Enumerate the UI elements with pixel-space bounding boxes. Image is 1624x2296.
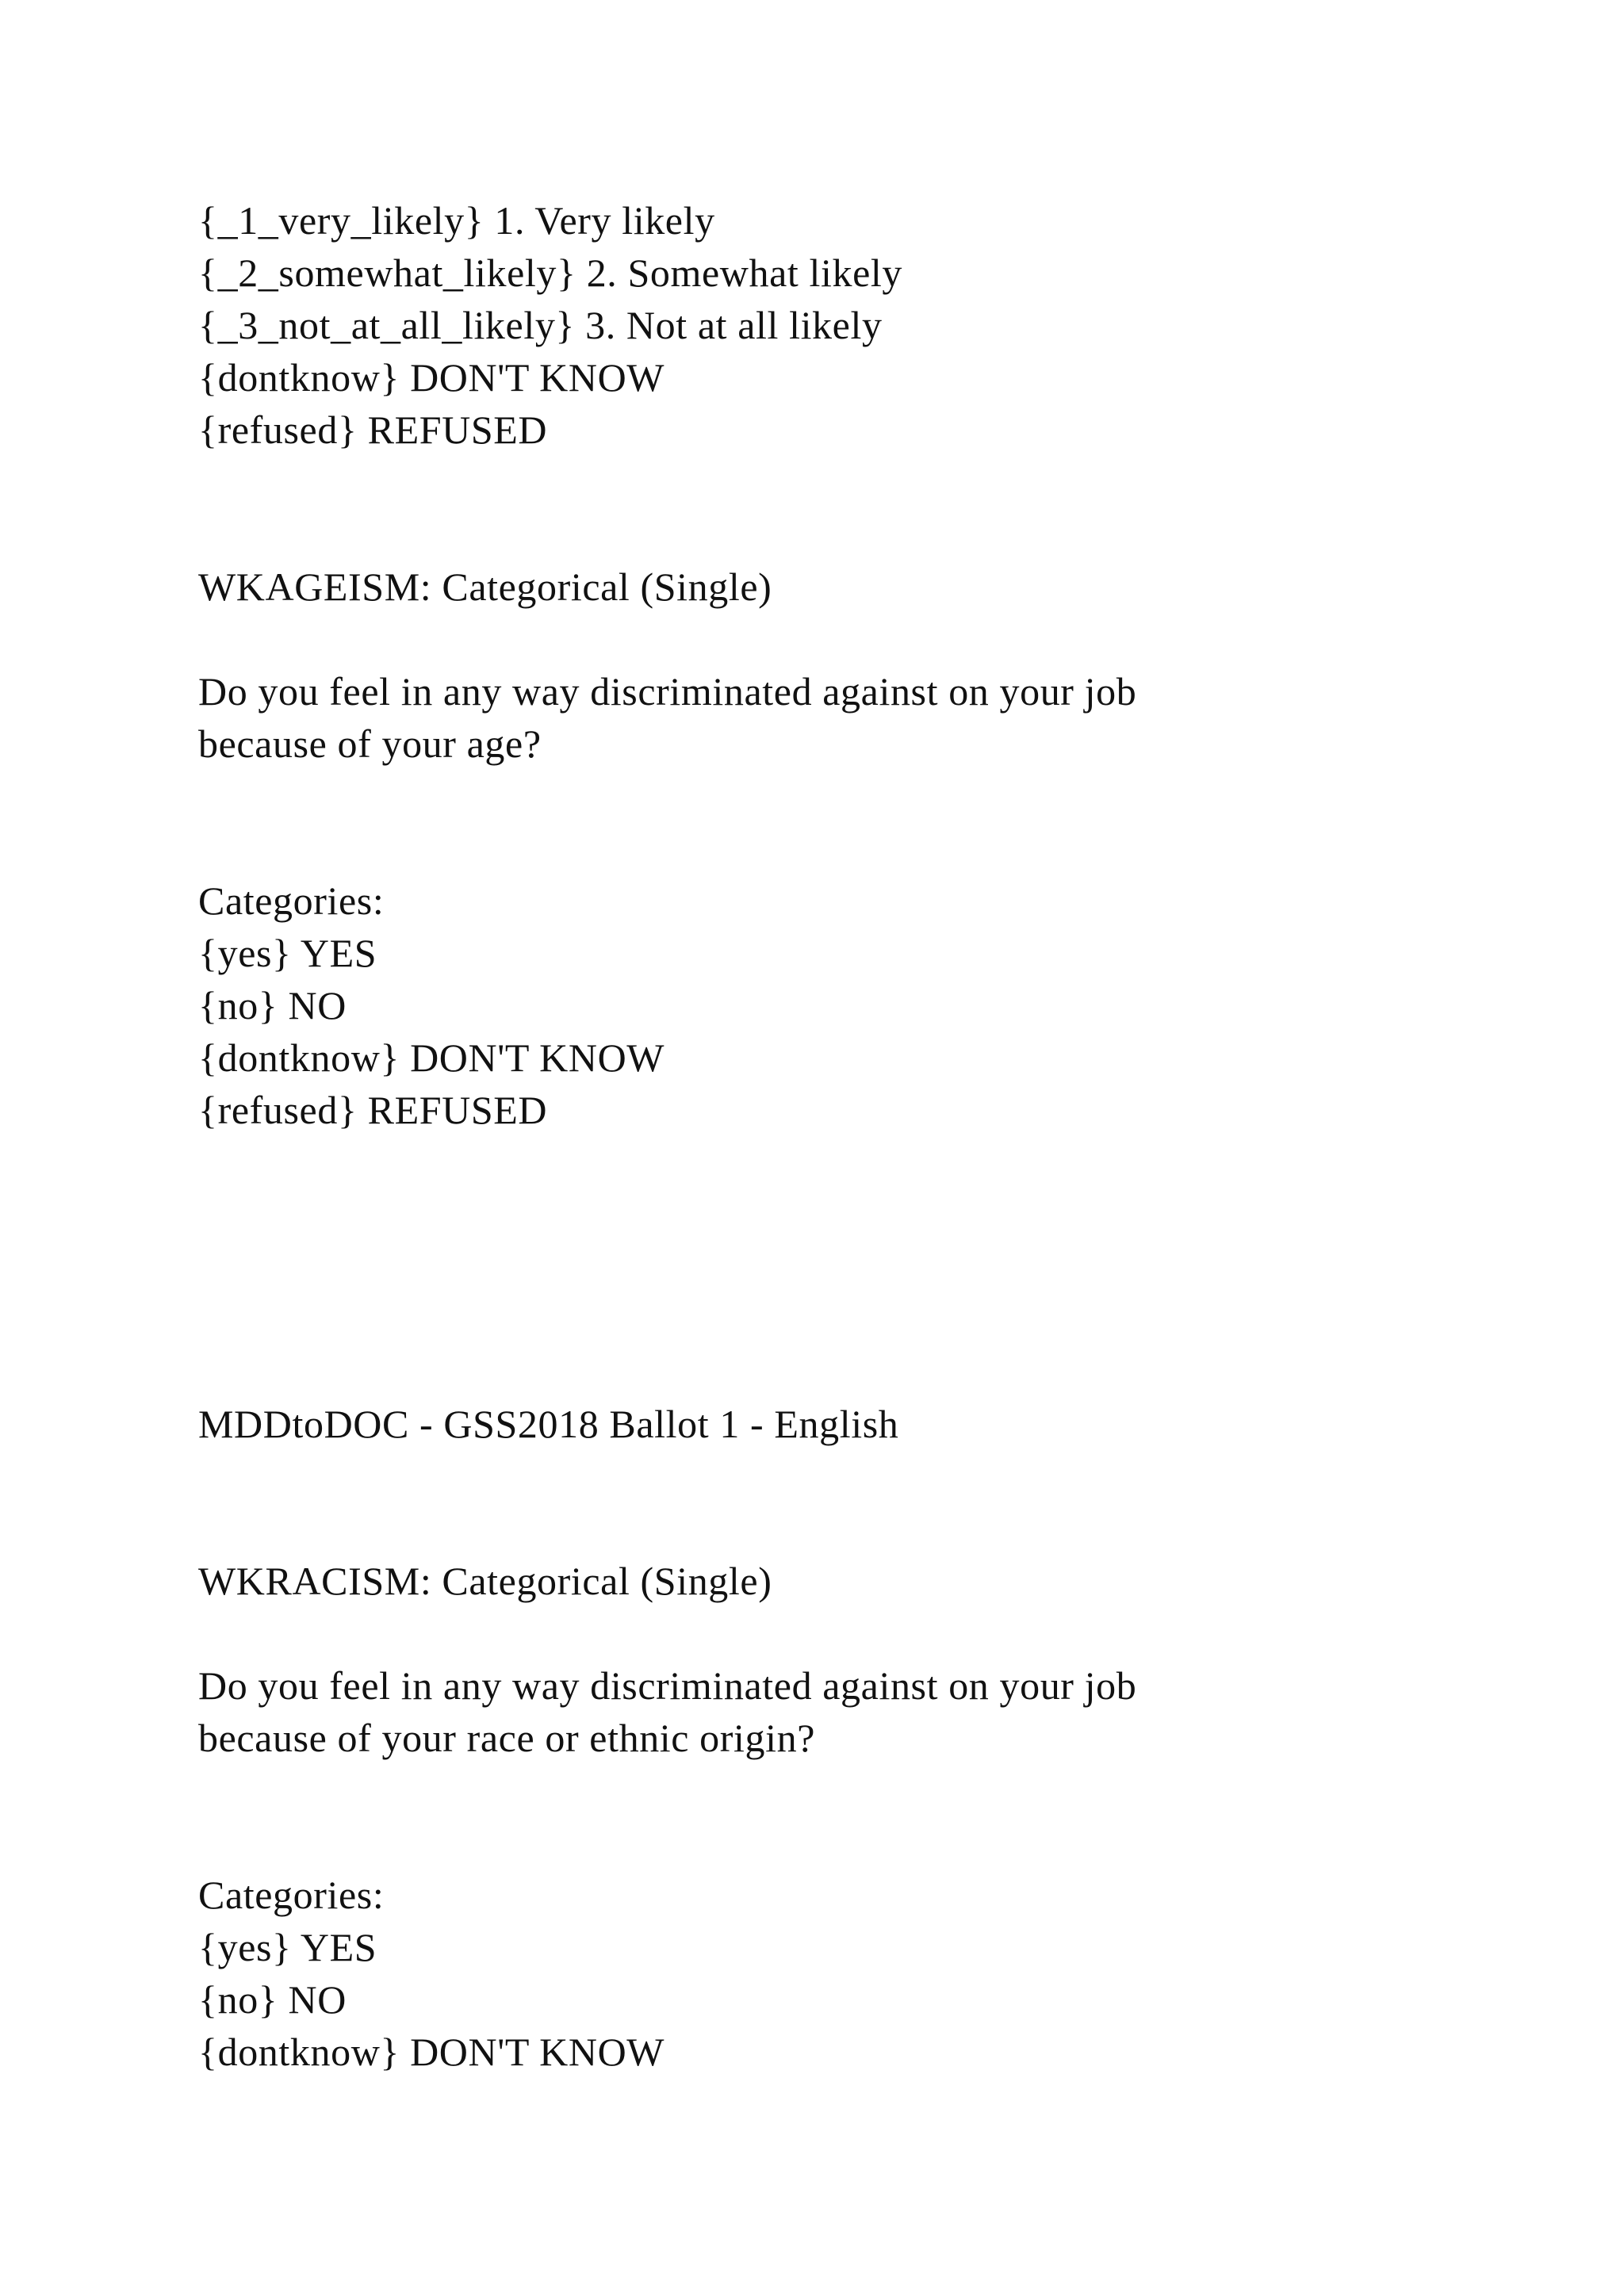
wkageism-heading: WKAGEISM: Categorical (Single) <box>198 564 772 609</box>
wkageism-category-yes: {yes} YES <box>198 931 377 975</box>
wkracism-category-dont-know: {dontknow} DON'T KNOW <box>198 2030 665 2074</box>
wkageism-question-line-1: Do you feel in any way discriminated against on your job <box>198 669 1137 714</box>
category-dont-know: {dontknow} DON'T KNOW <box>198 355 665 400</box>
wkageism-category-dont-know: {dontknow} DON'T KNOW <box>198 1035 665 1080</box>
category-very-likely: {_1_very_likely} 1. Very likely <box>198 198 715 243</box>
wkageism-category-no: {no} NO <box>198 983 347 1027</box>
wkageism-categories-label: Categories: <box>198 878 385 923</box>
category-somewhat-likely: {_2_somewhat_likely} 2. Somewhat likely <box>198 251 902 295</box>
wkracism-category-yes: {yes} YES <box>198 1925 377 1969</box>
document-footer-title: MDDtoDOC - GSS2018 Ballot 1 - English <box>198 1402 899 1446</box>
wkracism-heading: WKRACISM: Categorical (Single) <box>198 1559 772 1603</box>
category-refused: {refused} REFUSED <box>198 408 548 452</box>
category-not-at-all-likely: {_3_not_at_all_likely} 3. Not at all likely <box>198 303 883 347</box>
wkageism-question-line-2: because of your age? <box>198 721 542 766</box>
wkracism-question-line-1: Do you feel in any way discriminated against on your job <box>198 1663 1137 1708</box>
wkracism-question-line-2: because of your race or ethnic origin? <box>198 1716 815 1760</box>
wkracism-categories-label: Categories: <box>198 1873 385 1917</box>
wkracism-category-no: {no} NO <box>198 1977 347 2022</box>
wkageism-category-refused: {refused} REFUSED <box>198 1088 548 1132</box>
